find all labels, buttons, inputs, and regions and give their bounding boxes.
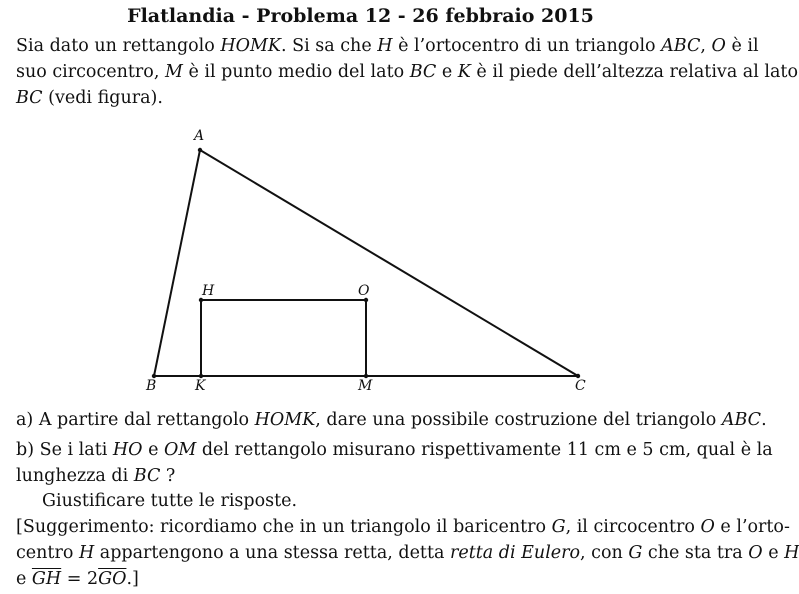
intro-line-1: Sia dato un rettangolo HOMK. Si sa che H è l’ortocentro di un triangolo ABC, O è il bbox=[16, 36, 759, 56]
intro-line-2: suo circocentro, M è il punto medio del lato BC e K è il piede dell’altezza relativa al lato bbox=[16, 62, 799, 82]
label-o: O bbox=[358, 283, 370, 299]
hint-paragraph: [Suggerimento: ricordiamo che in un triangolo il baricentro G, il circocentro O e l’orto- centro H appartengono a una stessa retta, detta retta di Eulero, con G che sta tra O e H e $\overline{GH} = 2\overline{GO}$.] bbox=[16, 517, 799, 589]
label-c: C bbox=[575, 378, 586, 394]
side-ac bbox=[200, 150, 578, 376]
page-title: Flatlandia - Problema 12 - 26 febbraio 2015 bbox=[127, 5, 594, 27]
label-a: A bbox=[194, 128, 205, 144]
label-h: H bbox=[202, 283, 215, 299]
justify-note: Giustificare tutte le risposte. bbox=[42, 491, 298, 511]
question-a: a) A partire dal rettangolo HOMK, dare una possibile costruzione del triangolo ABC. bbox=[16, 410, 767, 430]
side-ab bbox=[154, 150, 200, 376]
question-b: b) Se i lati HO e OM del rettangolo misurano rispettivamente 11 cm e 5 cm, qual è la lunghezza di BC ? bbox=[16, 440, 773, 486]
intro-line-3: BC (vedi figura). bbox=[16, 88, 163, 108]
label-m: M bbox=[358, 378, 373, 394]
point-a bbox=[198, 148, 202, 152]
label-b: B bbox=[146, 378, 157, 394]
label-k: K bbox=[195, 378, 206, 394]
